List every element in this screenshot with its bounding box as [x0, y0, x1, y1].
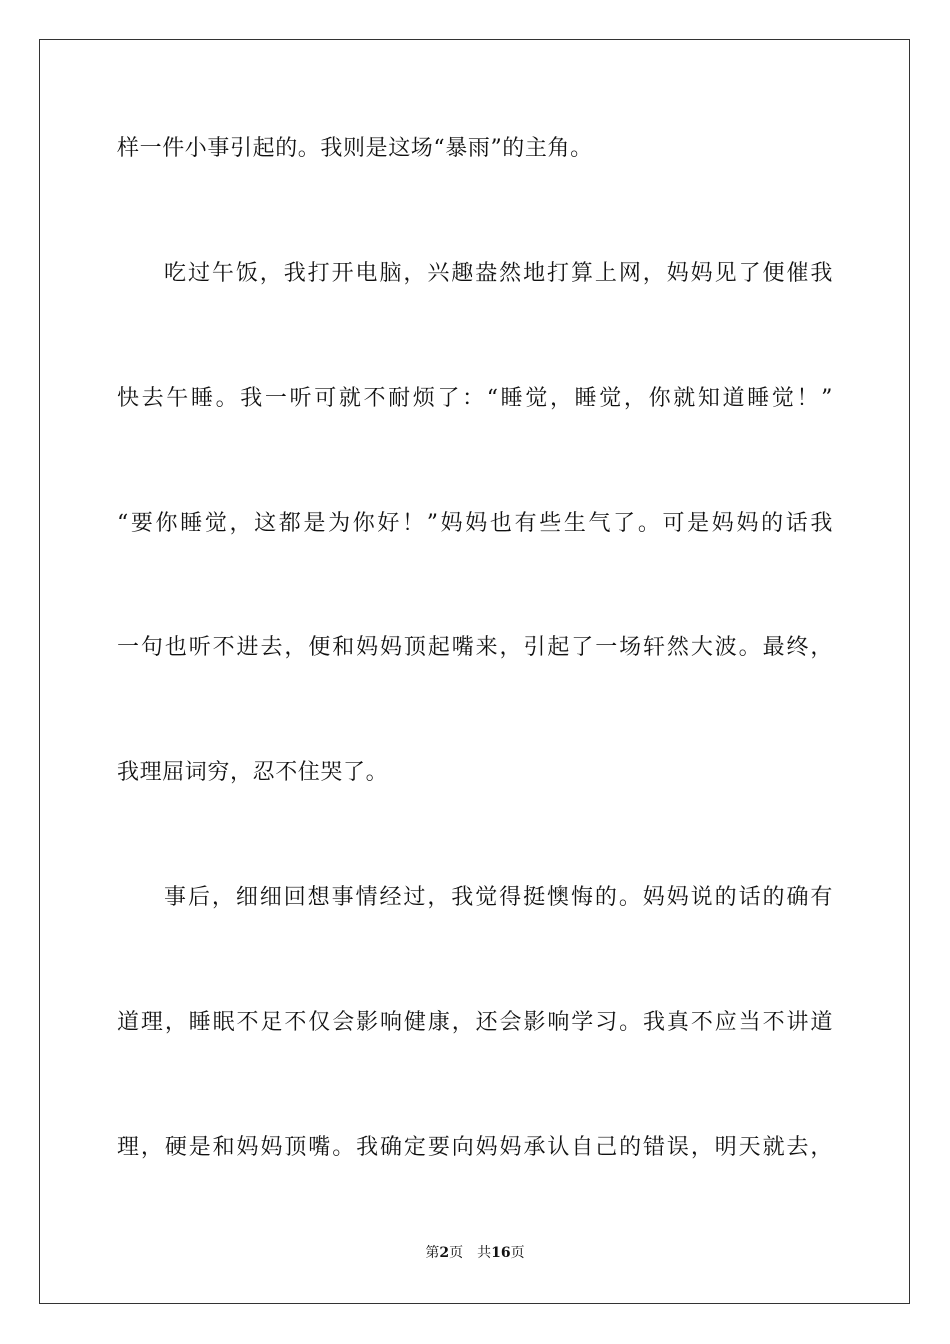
page-prefix: 第 — [425, 1245, 440, 1261]
text-line-8: 道理，睡眠不足不仅会影响健康，还会影响学习。我真不应当不讲道 — [117, 1010, 833, 1035]
text-line-1: 样一件小事引起的。我则是这场“暴雨”的主角。 — [117, 136, 593, 161]
text-line-3: 快去午睡。我一听可就不耐烦了：“睡觉，睡觉，你就知道睡觉！” — [117, 386, 833, 411]
text-line-5: 一句也听不进去，便和妈妈顶起嘴来，引起了一场轩然大波。最终， — [117, 635, 833, 660]
text-line-2: 吃过午饭，我打开电脑，兴趣盎然地打算上网，妈妈见了便催我 — [164, 261, 833, 286]
total-suffix: 页 — [510, 1245, 525, 1261]
text-line-6: 我理屈词穷，忍不住哭了。 — [117, 760, 389, 785]
text-line-9: 理，硬是和妈妈顶嘴。我确定要向妈妈承认自己的错误，明天就去， — [117, 1135, 833, 1160]
total-pages: 16 — [491, 1245, 511, 1261]
page-suffix: 页 — [449, 1245, 464, 1261]
text-line-4: “要你睡觉，这都是为你好！”妈妈也有些生气了。可是妈妈的话我 — [117, 511, 833, 536]
page-footer — [0, 1243, 950, 1263]
page-number: 2 — [439, 1245, 450, 1261]
total-prefix: 共 — [477, 1245, 492, 1261]
page-border — [39, 39, 910, 1304]
text-line-7: 事后，细细回想事情经过，我觉得挺懊悔的。妈妈说的话的确有 — [164, 885, 833, 910]
